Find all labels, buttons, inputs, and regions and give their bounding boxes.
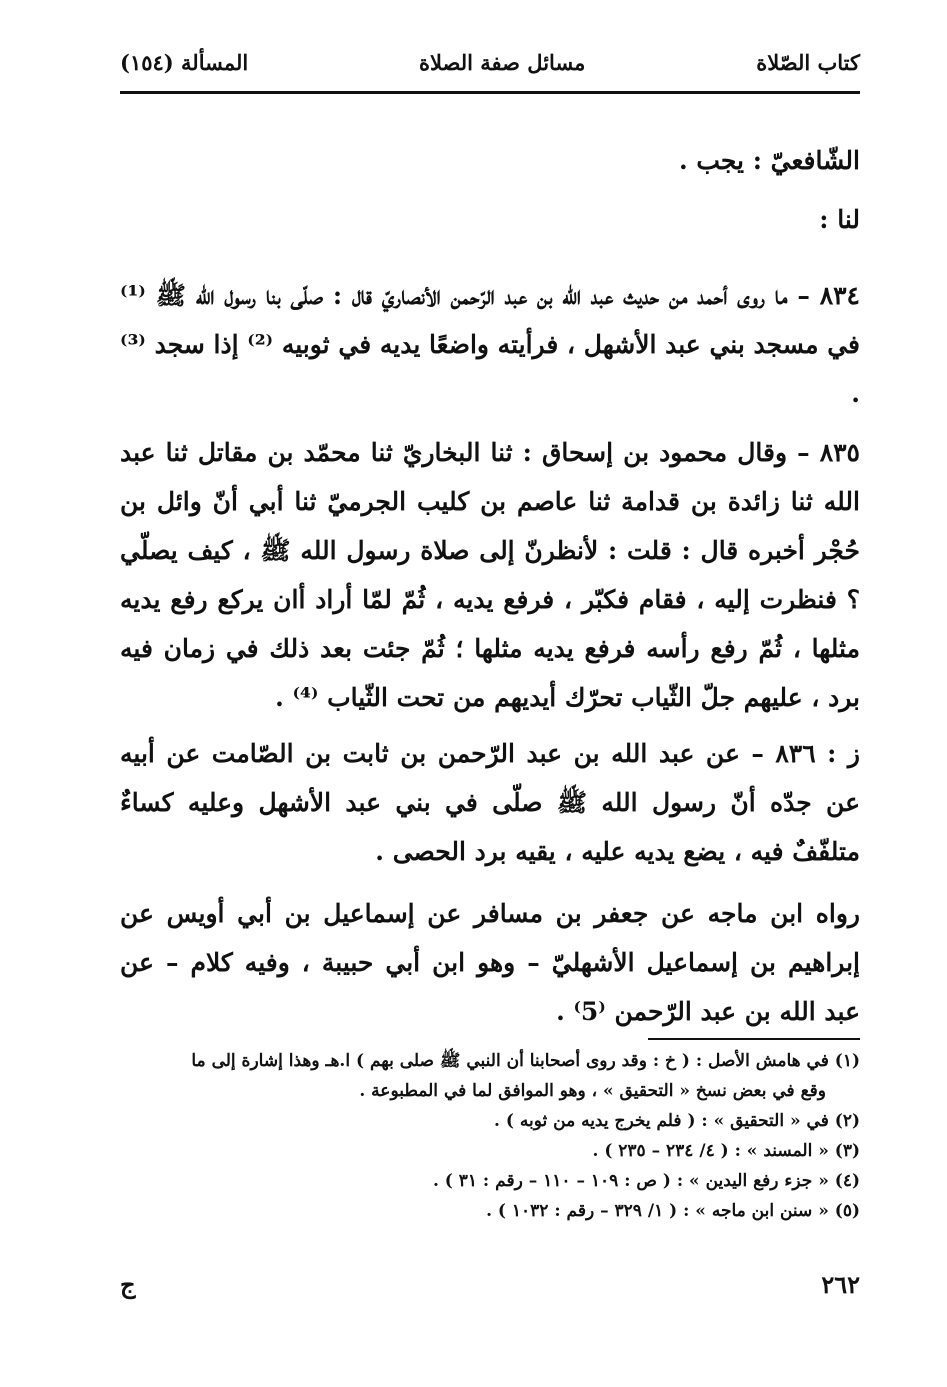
header-rule	[120, 91, 860, 94]
running-header	[120, 42, 860, 82]
signature-letter: ج	[120, 1269, 136, 1299]
header-issue-number: المسألة (١٥٤)	[120, 49, 249, 75]
header-book-title: كتاب الصّلاة	[756, 49, 860, 75]
footnote-3: (٣) « المسند » : ( ٤/ ٢٣٤ – ٢٣٥ ) .	[592, 1141, 860, 1161]
footnote-rule	[648, 1038, 860, 1040]
hadith-835: ٨٣٥ – وقال محمود بن إسحاق : ثنا البخاريّ ثنا محمّد بن مقاتل ثنا عبد الله ثنا زائدة بن قدامة ثنا عاصم بن كليب الجرميّ ثنا أبي أنّ وائل بن حُجْر أخبره قال : قلت : لأنظرنّ إلى صلاة رسول الله ﷺ ، كيف يصلّي ؟ فنظرت إليه ، فقام فكبّر ، فرفع يديه ، ثُمّ لمّا أراد أان يركع رفع يديه مثلها ، ثُمّ رفع رأسه فرفع يديه مثلها ؛ ثُمّ جئت بعد ذلك في زمان فيه برد ، عليهم جلّ الثّياب تحرّك أيديهم من تحت الثّياب ⁽⁴⁾ .	[120, 438, 860, 712]
footnote-5: (٥) « سنن ابن ماجه » : ( ١/ ٣٢٩ – رقم : ١٠٣٢ ) .	[486, 1201, 860, 1221]
footnote-1: (١) في هامش الأصل : ( خ : وقد روى أصحابنا أن النبي ﷺ صلى بهم ) ا.هـ وهذا إشارة إلى ما	[191, 1051, 860, 1071]
footnote-4: (٤) « جزء رفع اليدين » : ( ص : ١٠٩ – ١١٠ – رقم : ٣١ ) .	[432, 1171, 860, 1191]
footnote-1-continued: وقع في بعض نسخ « التحقيق » ، وهو الموافق لما في المطبوعة .	[359, 1081, 826, 1101]
footnote-2: (٢) في « التحقيق » : ( فلم يخرج يديه من ثوبه ) .	[494, 1111, 860, 1131]
riwaya-paragraph: رواه ابن ماجه عن جعفر بن مسافر عن إسماعيل بن أبي أويس عن إبراهيم بن إسماعيل الأشهليّ – وهو ابن أبي حبيبة ، وفيه كلام – عن عبد الله بن عبد الرّحمن ⁽5⁾ .	[120, 899, 860, 1026]
intro-line: الشّافعيّ : يجب .	[678, 146, 860, 175]
lana-heading: لنا :	[819, 205, 860, 234]
header-chapter-title: مسائل صفة الصلاة	[418, 49, 586, 75]
footnotes	[120, 1046, 860, 1226]
page-number: ٢٦٢	[821, 1269, 860, 1299]
hadith-836: ز : ٨٣٦ – عن عبد الله بن عبد الرّحمن بن ثابت بن الصّامت عن أبيه عن جدّه أنّ رسول الله ﷺ صلّى في بني عبد الأشهل وعليه كساءٌ متلفّفٌ فيه ، يضع يديه عليه ، يقيه برد الحصى .	[120, 739, 860, 866]
hadith-834: ٨٣٤ – ما روى أحمد من حديث عبد الله بن عبد الرّحمن الأنصاريّ قال : صلّى بنا رسول الله ﷺ ⁽¹⁾ في مسجد بني عبد الأشهل ، فرأيته واضعًا يديه في ثوبيه ⁽²⁾ إذا سجد ⁽³⁾ .	[120, 281, 860, 408]
page-footer	[120, 1264, 860, 1304]
